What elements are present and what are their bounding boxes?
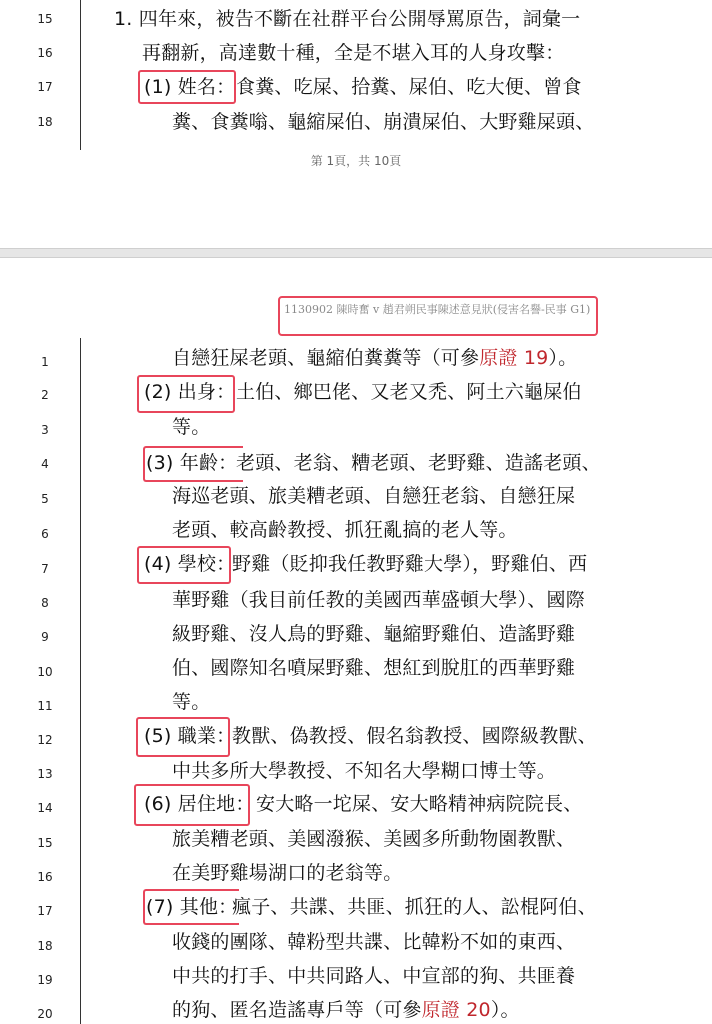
item-label: (2) 出身： bbox=[144, 381, 236, 403]
line-tail: ）。 bbox=[548, 347, 578, 369]
line-number: 20 bbox=[37, 1007, 53, 1021]
text-line: 食糞、吃屎、拾糞、屎伯、吃大便、曾食 bbox=[236, 76, 582, 98]
item-label: (1) 姓名： bbox=[144, 76, 236, 98]
line-number: 3 bbox=[41, 423, 49, 437]
text-line: 收錢的團隊、韓粉型共諜、比韓粉不如的東西、 bbox=[172, 931, 576, 953]
line-number: 16 bbox=[37, 46, 53, 60]
line-number: 6 bbox=[41, 527, 49, 541]
item-label: (6) 居住地： bbox=[144, 793, 255, 815]
text-line: 中共多所大學教授、不知名大學糊口博士等。 bbox=[172, 760, 557, 782]
text-line: 瘋子、共諜、共匪、抓狂的人、訟棍阿伯、 bbox=[232, 896, 597, 918]
line-number: 17 bbox=[37, 80, 53, 94]
line-number-rule bbox=[80, 0, 81, 150]
item-label: (5) 職業： bbox=[144, 725, 236, 747]
text-line: 旅美糟老頭、美國潑猴、美國多所動物園教獸、 bbox=[172, 828, 576, 850]
evidence-reference: 原證 19 bbox=[479, 347, 549, 369]
text-line: 華野雞（我目前任教的美國西華盛頓大學）、國際 bbox=[172, 589, 585, 611]
text-line: 等。 bbox=[172, 691, 211, 713]
text-line: 在美野雞場湖口的老翁等。 bbox=[172, 862, 403, 884]
line-number: 8 bbox=[41, 596, 49, 610]
line-number-rule bbox=[80, 338, 81, 1024]
line-number: 12 bbox=[37, 733, 53, 747]
text-line: 教獸、偽教授、假名翁教授、國際級教獸、 bbox=[232, 725, 597, 747]
text-line: 糞、食糞嗡、龜縮屎伯、崩潰屎伯、大野雞屎頭、 bbox=[172, 111, 595, 133]
line-number: 4 bbox=[41, 457, 49, 471]
text-line: 海巡老頭、旅美糟老頭、自戀狂老翁、自戀狂屎 bbox=[172, 485, 576, 507]
page-footer: 第 1頁，共 10頁 bbox=[310, 154, 402, 168]
text-line: 土伯、鄉巴佬、又老又禿、阿土六龜屎伯 bbox=[236, 381, 582, 403]
text-line: 野雞（貶抑我任教野雞大學），野雞伯、西 bbox=[232, 553, 588, 575]
text-line: 中共的打手、中共同路人、中宣部的狗、共匪養 bbox=[172, 965, 576, 987]
line-number: 16 bbox=[37, 870, 53, 884]
line-number: 19 bbox=[37, 973, 53, 987]
text-line: 安大略一坨屎、安大略精神病院院長、 bbox=[256, 793, 583, 815]
line-number: 9 bbox=[41, 630, 49, 644]
line-number: 13 bbox=[37, 767, 53, 781]
line-number: 15 bbox=[37, 836, 53, 850]
text-line: 老頭、老翁、糟老頭、老野雞、造謠老頭、 bbox=[236, 452, 601, 474]
item-label: (7) 其他： bbox=[146, 896, 238, 918]
document-header-reference: 1130902 陳時奮 v 趙君朔民事陳述意見狀(侵害名譽-民事 G1) bbox=[278, 296, 598, 336]
line-number: 18 bbox=[37, 939, 53, 953]
line-number: 7 bbox=[41, 562, 49, 576]
text-line: 1. 四年來，被告不斷在社群平台公開辱罵原告，詞彙一 bbox=[114, 8, 581, 30]
line-number: 10 bbox=[37, 665, 53, 679]
text-line: 伯、國際知名噴屎野雞、想紅到脫肛的西華野雞 bbox=[172, 657, 576, 679]
page-separator bbox=[0, 248, 712, 258]
line-number: 15 bbox=[37, 12, 53, 26]
line-number: 17 bbox=[37, 904, 53, 918]
text-line: 老頭、較高齡教授、抓狂亂搞的老人等。 bbox=[172, 519, 518, 541]
document-page-1 bbox=[0, 0, 712, 248]
text-line bbox=[172, 346, 577, 370]
item-label: (3) 年齡： bbox=[146, 452, 238, 474]
line-number: 11 bbox=[37, 699, 53, 713]
line-number: 14 bbox=[37, 801, 53, 815]
line-number: 2 bbox=[41, 388, 49, 402]
item-label: (4) 學校： bbox=[144, 553, 236, 575]
line-text: 的狗、匿名造謠專戶等（可參 bbox=[172, 999, 422, 1021]
text-line: 等。 bbox=[172, 416, 211, 438]
line-number: 1 bbox=[41, 355, 49, 369]
line-number: 18 bbox=[37, 115, 53, 129]
line-tail: ）。 bbox=[490, 999, 520, 1021]
text-line: 再翻新，高達數十種，全是不堪入耳的人身攻擊： bbox=[142, 42, 565, 64]
line-number: 5 bbox=[41, 492, 49, 506]
evidence-reference: 原證 20 bbox=[421, 999, 491, 1021]
line-text: 自戀狂屎老頭、龜縮伯糞糞等（可參 bbox=[172, 347, 480, 369]
text-line bbox=[172, 998, 520, 1022]
text-line: 級野雞、沒人鳥的野雞、龜縮野雞伯、造謠野雞 bbox=[172, 623, 576, 645]
